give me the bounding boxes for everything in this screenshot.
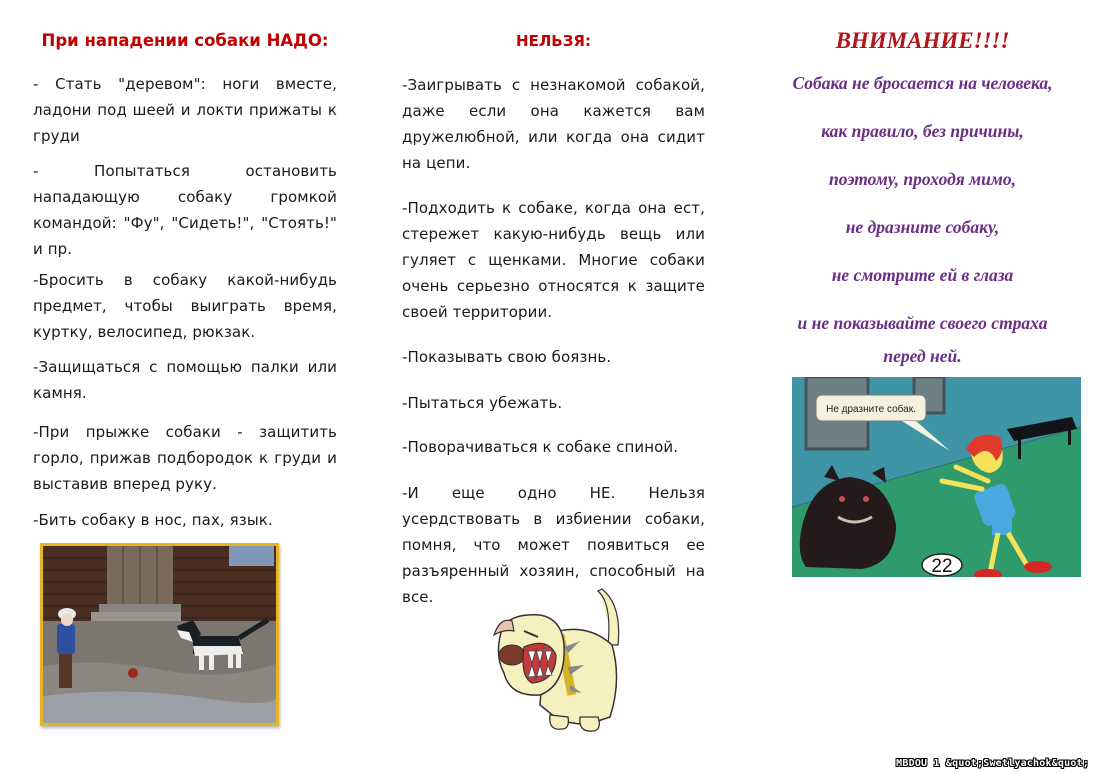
attention-line-7: перед ней. (883, 346, 962, 366)
dont-item-1: -Заигрывать с незнакомой собакой, даже если она кажется вам дружелюбной, или когда она сидит на цепи. (402, 76, 705, 172)
dont-item-5: -Поворачиваться к собаке спиной. (402, 438, 679, 456)
dont-item-2: -Подходить к собаке, когда она ест, стережет какую-нибудь вещь или гуляет с щенками. Многие собаки очень серьезно относятся к защите своей территории. (402, 199, 705, 321)
speech-bubble-text: Не дразните собак. (826, 404, 916, 415)
boy-teasing-dog-illustration (792, 377, 1081, 577)
watermark-footer: MBDOU 1 &quot;Swetlyachok&quot; (896, 758, 1089, 769)
attention-line-5: не смотрите ей в глаза (831, 265, 1014, 285)
page-number: 22 (931, 556, 953, 577)
do-item-3: -Бросить в собаку какой-нибудь предмет, чтобы выиграть время, куртку, велосипед, рюкзак. (33, 271, 337, 341)
attention-line-3: поэтому, проходя мимо, (828, 169, 1016, 189)
heading-attention: ВНИМАНИЕ!!!! (835, 28, 1010, 53)
attention-line-4: не дразните собаку, (845, 217, 1000, 237)
do-item-4: -Защищаться с помощью палки или камня. (33, 358, 337, 402)
do-item-5: -При прыжке собаки - защитить горло, прижав подбородок к груди и выставив вперед руку. (33, 423, 337, 493)
dont-item-4: -Пытаться убежать. (402, 394, 563, 412)
do-item-6: -Бить собаку в нос, пах, язык. (33, 511, 273, 529)
dont-item-3: -Показывать свою боязнь. (402, 348, 612, 366)
boy-and-husky-image (43, 546, 276, 723)
attention-line-2: как правило, без причины, (821, 121, 1024, 141)
angry-dog-image (490, 585, 630, 735)
do-item-2: - Попытаться остановить нападающую собаку громкой командой: "Фу", "Сидеть!", "Стоять!" и пр. (33, 162, 337, 258)
do-item-1: - Стать "деревом": ноги вместе, ладони под шеей и локти прижаты к груди (33, 75, 337, 145)
angry-dog-cartoon (490, 585, 630, 735)
boy-teasing-dog-image (792, 377, 1081, 577)
heading-do: При нападении собаки НАДО: (41, 31, 329, 50)
dont-item-6: -И еще одно НЕ. Нельзя усердствовать в избиении собаки, помня, что может появиться ее разъяренный хозяин, способный на все. (402, 484, 705, 606)
attention-line-6: и не показывайте своего страха (797, 313, 1048, 333)
boy-and-husky-illustration (40, 543, 279, 726)
attention-line-1: Собака не бросается на человека, (792, 73, 1053, 93)
heading-dont: НЕЛЬЗЯ: (516, 32, 591, 50)
